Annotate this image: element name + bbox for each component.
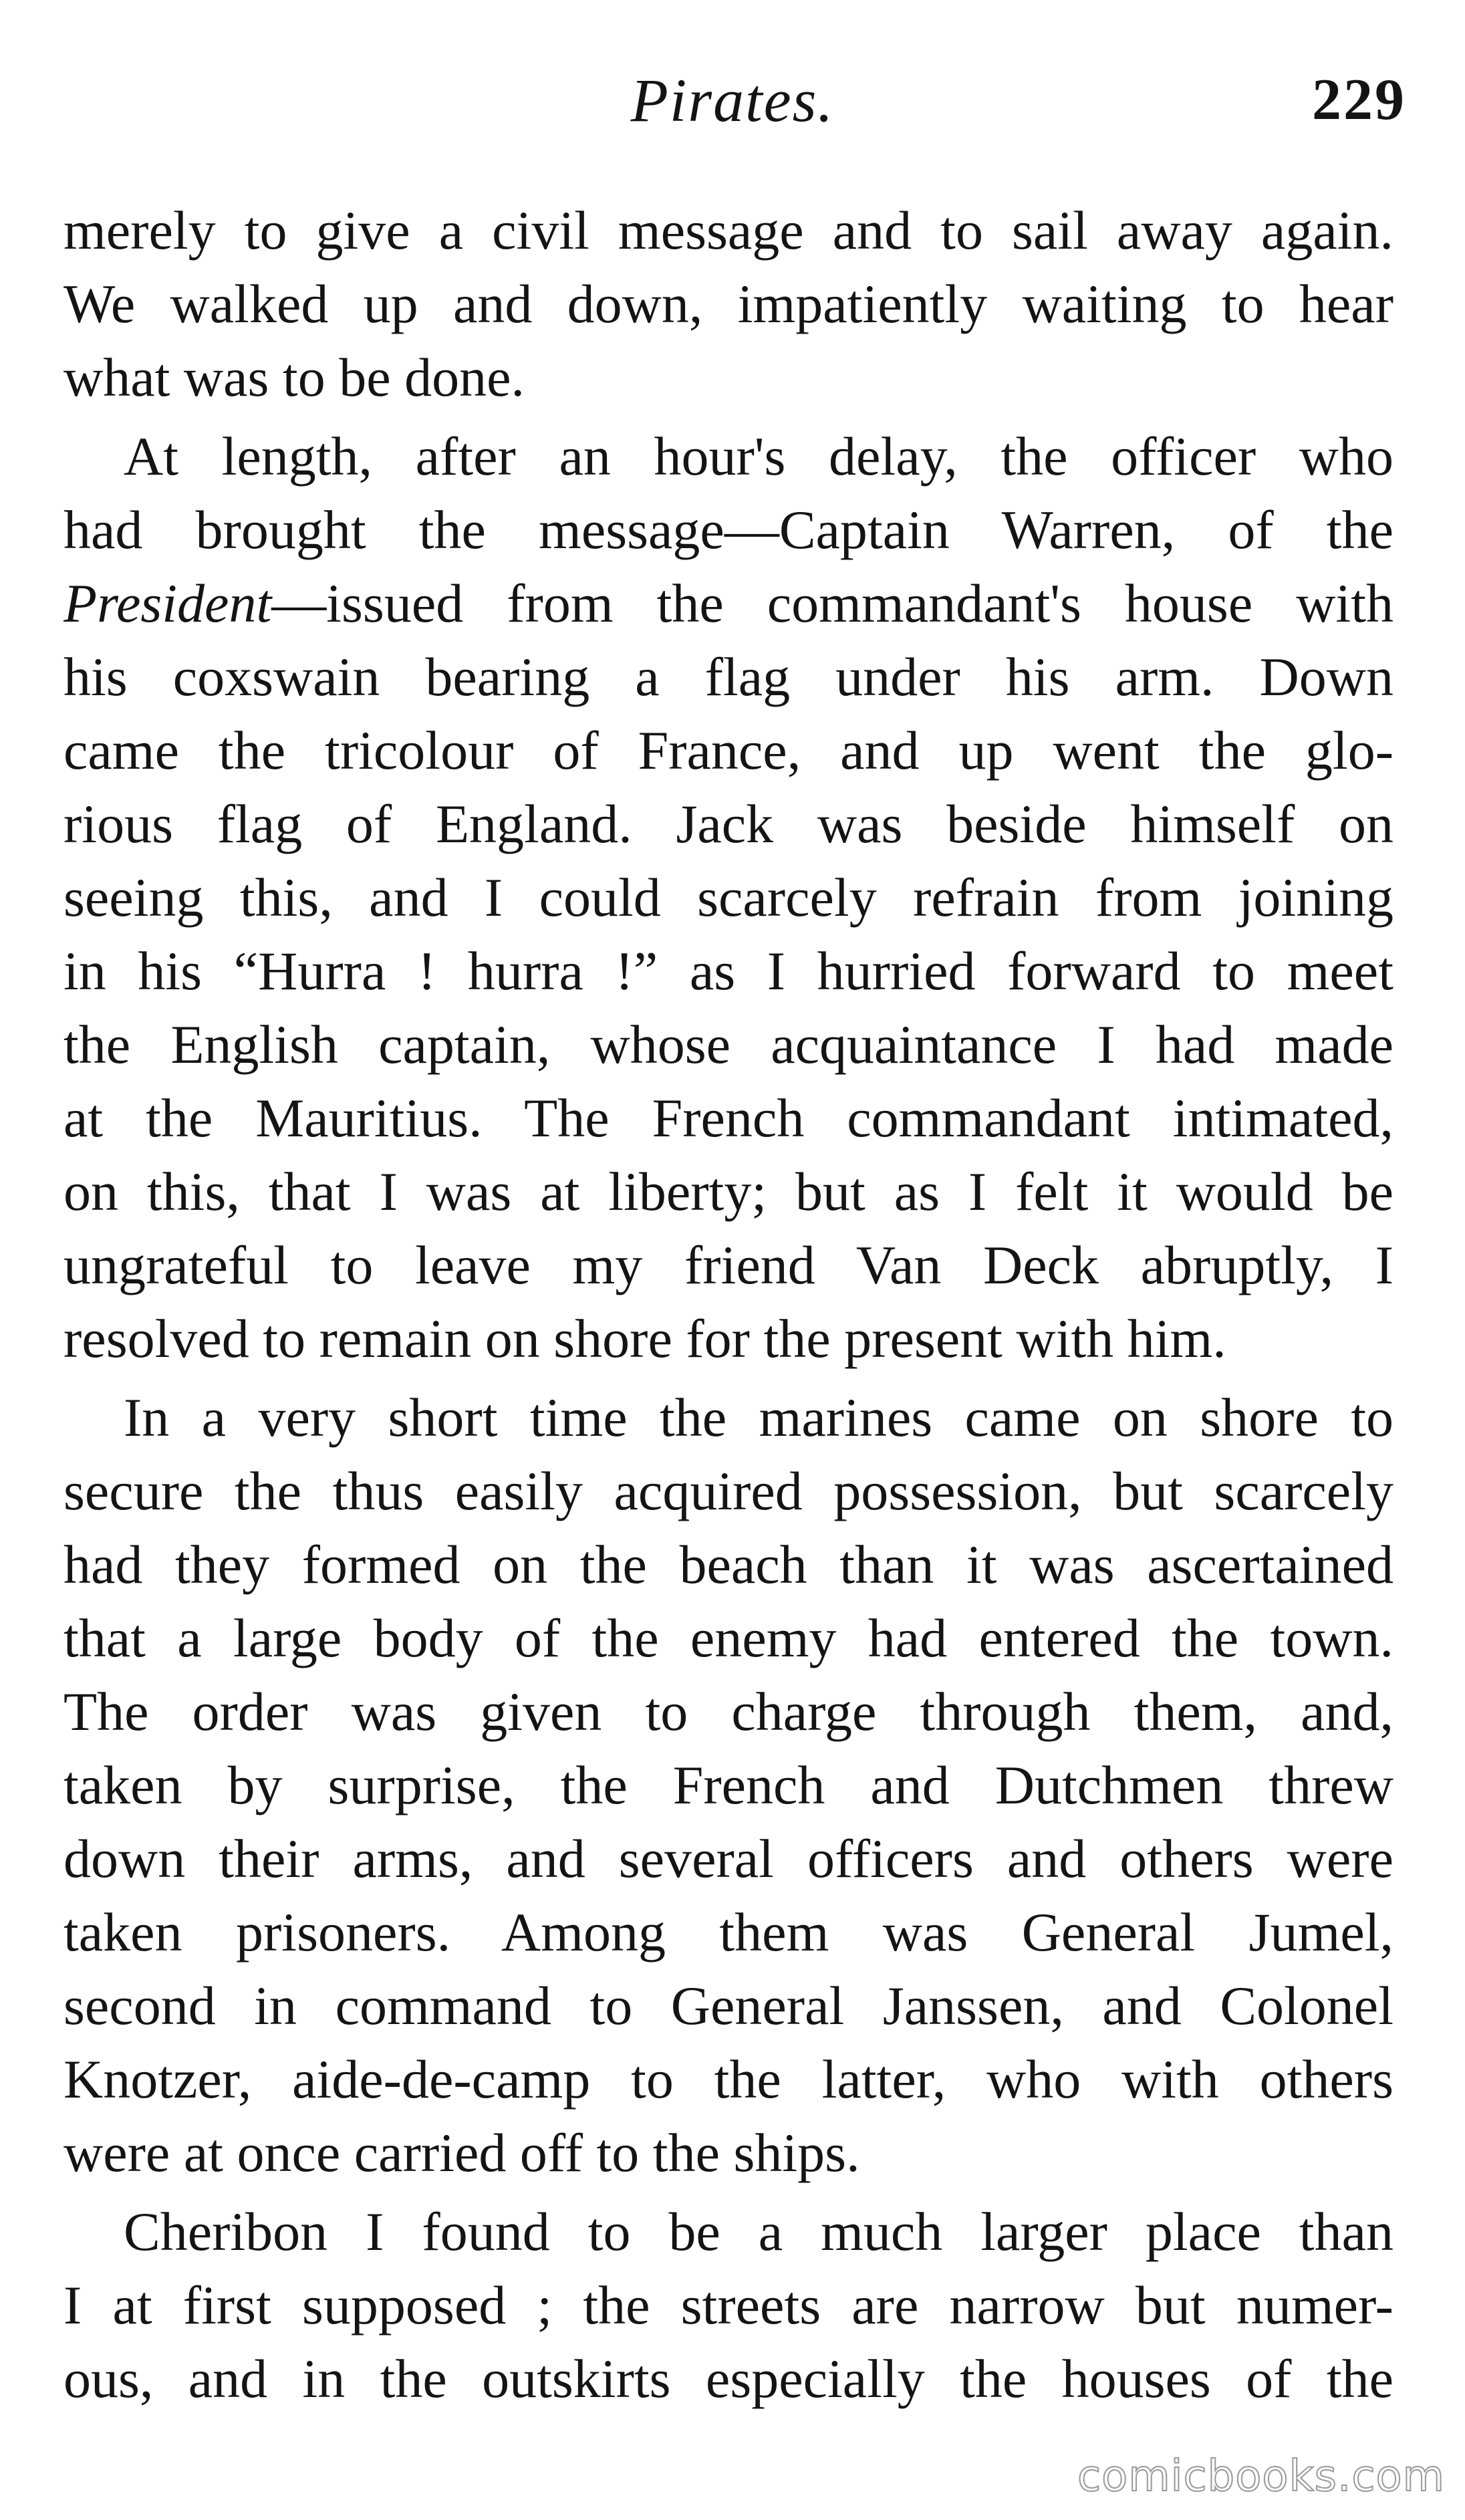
text-line: ous, and in the outskirts especially the houses of the bbox=[63, 2348, 1393, 2409]
text-line: second in command to General Janssen, and Colonel bbox=[63, 1975, 1393, 2036]
text-line: were at once carried off to the ships. bbox=[63, 2122, 860, 2183]
ship-name-italic: President bbox=[63, 573, 272, 634]
running-head-title: Pirates. bbox=[630, 66, 835, 134]
text-line: taken by surprise, the French and Dutchmen threw bbox=[63, 1755, 1393, 1815]
paragraph bbox=[63, 420, 1393, 1376]
paragraph bbox=[63, 2195, 1393, 2416]
text-line: that a large body of the enemy had entered the town. bbox=[63, 1608, 1393, 1668]
running-head bbox=[0, 64, 1465, 137]
text-line: resolved to remain on shore for the present with him. bbox=[63, 1308, 1226, 1369]
text-line: secure the thus easily acquired possession, but scarcely bbox=[63, 1461, 1393, 1521]
body-text bbox=[63, 194, 1393, 2416]
text-line: rious flag of England. Jack was beside himself on bbox=[63, 793, 1393, 854]
text-line: at the Mauritius. The French commandant intimated, bbox=[63, 1088, 1393, 1148]
text-line: At length, after an hour's delay, the officer who bbox=[124, 426, 1393, 487]
text-line: on this, that I was at liberty; but as I felt it would be bbox=[63, 1161, 1393, 1222]
text-line: The order was given to charge through them, and, bbox=[63, 1681, 1393, 1742]
text-fragment: —issued from the commandant's house with bbox=[271, 573, 1393, 634]
text-line: ungrateful to leave my friend Van Deck abruptly, I bbox=[63, 1235, 1393, 1295]
text-line: what was to be done. bbox=[63, 347, 525, 408]
text-line: his coxswain bearing a flag under his arm. Down bbox=[63, 646, 1393, 707]
text-line: Knotzer, aide-de-camp to the latter, who with others bbox=[63, 2049, 1393, 2110]
text-line: Cheribon I found to be a much larger place than bbox=[124, 2201, 1393, 2262]
text-line: seeing this, and I could scarcely refrain from joining bbox=[63, 867, 1393, 928]
text-line: I at first supposed ; the streets are narrow but numer- bbox=[63, 2275, 1393, 2336]
text-line: In a very short time the marines came on shore to bbox=[124, 1387, 1393, 1448]
text-line: merely to give a civil message and to sail away again. bbox=[63, 200, 1393, 261]
text-line: We walked up and down, impatiently waiting to hear bbox=[63, 273, 1393, 334]
text-line: had brought the message—Captain Warren, of the bbox=[63, 499, 1393, 560]
text-line: taken prisoners. Among them was General Jumel, bbox=[63, 1902, 1393, 1963]
text-line: in his “Hurra ! hurra !” as I hurried forward to meet bbox=[63, 940, 1393, 1001]
text-line: down their arms, and several officers and others were bbox=[63, 1828, 1393, 1889]
paragraph bbox=[63, 1381, 1393, 2190]
text-line: the English captain, whose acquaintance I had made bbox=[63, 1014, 1393, 1075]
text-line: had they formed on the beach than it was ascertained bbox=[63, 1534, 1393, 1595]
site-watermark: comicbooks.com bbox=[1077, 2452, 1445, 2501]
paragraph bbox=[63, 194, 1393, 414]
text-line: came the tricolour of France, and up went the glo- bbox=[63, 720, 1393, 781]
text-line-mixed bbox=[63, 567, 1393, 640]
page-number: 229 bbox=[1312, 68, 1406, 132]
